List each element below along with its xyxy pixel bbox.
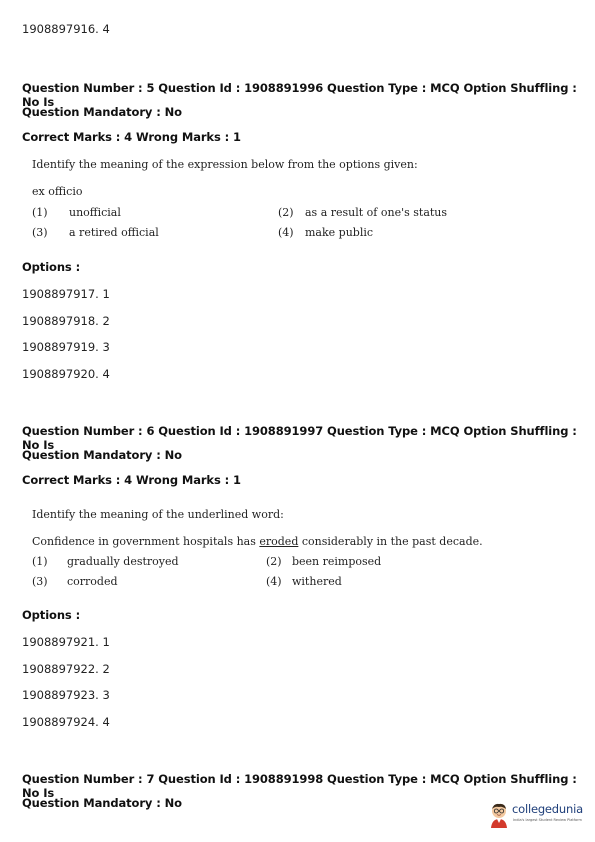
question-header: Question Number : 6 Question Id : 1908891997 Question Type : MCQ Option Shuffling : No Is [22,424,577,452]
choice-number: (2) [266,555,282,568]
mascot-icon [488,802,510,830]
choice-number: (4) [266,575,282,588]
choice-text: withered [292,575,342,588]
question-expression: ex officio [32,185,83,198]
option-id: 1908897920. 4 [22,367,110,381]
choice-text: unofficial [69,206,121,219]
option-id: 1908897923. 3 [22,688,110,702]
choice-text: make public [305,226,374,239]
options-label: Options : [22,608,81,622]
option-id: 1908897919. 3 [22,340,110,354]
choice-text: corroded [67,575,118,588]
question-marks: Correct Marks : 4 Wrong Marks : 1 [22,473,241,487]
question-header: Question Number : 5 Question Id : 1908891996 Question Type : MCQ Option Shuffling : No Is [22,81,577,109]
option-id: 1908897924. 4 [22,715,110,729]
choice-number: (2) [278,206,294,219]
option-id: 1908897922. 2 [22,662,110,676]
question-prompt: Identify the meaning of the expression below from the options given: [32,158,418,171]
sentence-part: Confidence in government hospitals has [32,535,260,548]
choice-text: a retired official [69,226,159,239]
choice-text: as a result of one's status [305,206,448,219]
option-id: 1908897916. 4 [22,22,110,36]
option-id: 1908897917. 1 [22,287,110,301]
logo-tagline: India's largest Student Review Platform [513,818,582,822]
question-sentence [32,535,483,548]
choice-number: (3) [32,226,48,239]
options-label: Options : [22,260,81,274]
underlined-word: eroded [259,535,299,548]
collegedunia-logo [488,800,592,836]
question-mandatory: Question Mandatory : No [22,105,182,119]
question-header: Question Number : 7 Question Id : 1908891998 Question Type : MCQ Option Shuffling : No Is [22,772,577,800]
option-id: 1908897918. 2 [22,314,110,328]
question-prompt: Identify the meaning of the underlined word: [32,508,284,521]
choice-number: (3) [32,575,48,588]
sentence-part: considerably in the past decade. [298,535,483,548]
question-marks: Correct Marks : 4 Wrong Marks : 1 [22,130,241,144]
choice-number: (1) [32,206,48,219]
choice-text: gradually destroyed [67,555,179,568]
choice-number: (1) [32,555,48,568]
question-mandatory: Question Mandatory : No [22,448,182,462]
logo-name: collegedunia [512,802,583,816]
option-id: 1908897921. 1 [22,635,110,649]
choice-number: (4) [278,226,294,239]
question-mandatory: Question Mandatory : No [22,796,182,810]
choice-text: been reimposed [292,555,382,568]
